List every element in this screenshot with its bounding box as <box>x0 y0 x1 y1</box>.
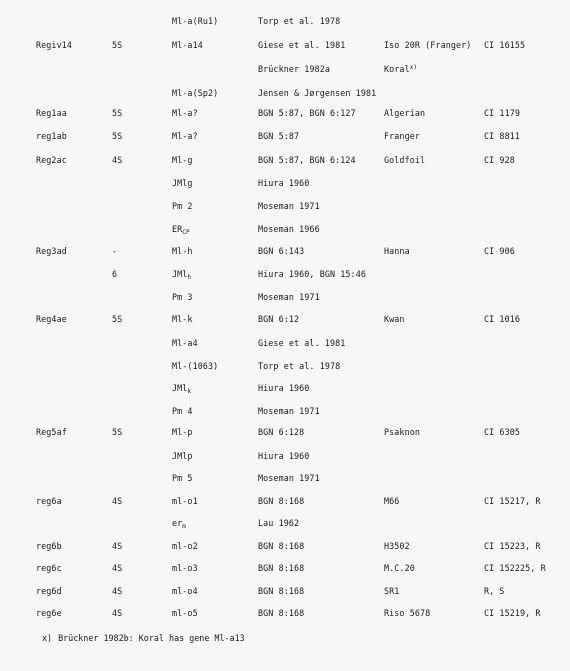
cultivar-cell <box>384 129 420 143</box>
designation-cell-text: reg6d <box>36 586 62 596</box>
designation-cell <box>36 244 67 258</box>
reference-cell <box>258 404 320 418</box>
designation-cell-text: reg6a <box>36 496 62 506</box>
chromosome-cell-text: 5S <box>112 314 123 324</box>
reference-cell <box>258 516 299 530</box>
reference-cell <box>258 584 304 598</box>
gene-cell <box>172 290 193 304</box>
reference-cell <box>258 244 304 258</box>
gene-cell <box>172 359 218 373</box>
gene-cell <box>172 471 193 485</box>
gene-cell <box>172 153 193 167</box>
gene-cell <box>172 244 193 258</box>
gene-cell-text: Ml-p <box>172 427 193 437</box>
accession-cell-text: CI 152225, R <box>484 563 546 573</box>
designation-cell <box>36 584 62 598</box>
cultivar-cell-text: M66 <box>384 496 400 506</box>
accession-cell <box>484 606 541 620</box>
gene-cell <box>172 561 198 575</box>
gene-cell-text: er <box>172 518 183 528</box>
table-row <box>0 267 570 281</box>
gene-cell <box>172 539 198 553</box>
cultivar-cell <box>384 584 399 598</box>
chromosome-cell-text: 5S <box>112 131 123 141</box>
chromosome-cell-text: 5S <box>112 427 123 437</box>
designation-cell <box>36 38 72 52</box>
reference-cell <box>258 381 309 395</box>
footnote-text: Brückner 1982b: Koral has gene Ml-a13 <box>58 633 245 643</box>
gene-cell-text: Ml-g <box>172 155 193 165</box>
gene-cell <box>172 381 191 395</box>
gene-cell-text: ml-o2 <box>172 541 198 551</box>
table-row <box>0 494 570 508</box>
gene-cell <box>172 584 198 598</box>
chromosome-cell-text: 4S <box>112 155 123 165</box>
table-row <box>0 539 570 553</box>
table-row <box>0 106 570 120</box>
cultivar-cell-text: SR1 <box>384 586 400 596</box>
gene-cell <box>172 38 203 52</box>
reference-cell <box>258 290 320 304</box>
table-row <box>0 425 570 439</box>
designation-cell-text: reg6b <box>36 541 62 551</box>
table-row <box>0 290 570 304</box>
gene-cell-text: Ml-a? <box>172 108 198 118</box>
designation-cell-text: Reg3ad <box>36 246 67 256</box>
chromosome-cell-text: 4S <box>112 586 123 596</box>
cultivar-cell-text: H3502 <box>384 541 410 551</box>
designation-cell <box>36 606 62 620</box>
gene-cell-subscript: k <box>187 388 192 395</box>
cultivar-cell <box>384 539 410 553</box>
reference-cell <box>258 86 376 100</box>
table-row <box>0 86 570 100</box>
table-row <box>0 404 570 418</box>
chromosome-cell-text: 6 <box>112 269 118 279</box>
designation-cell <box>36 494 62 508</box>
designation-cell <box>36 129 67 143</box>
gene-cell-text: Ml-a14 <box>172 40 203 50</box>
gene-cell-text: Ml-a(Ru1) <box>172 16 219 26</box>
chromosome-cell <box>112 606 122 620</box>
accession-cell <box>484 494 541 508</box>
reference-cell-text: BGN 6:12 <box>258 314 300 324</box>
reference-cell <box>258 14 340 28</box>
reference-cell-text: Moseman 1966 <box>258 224 320 234</box>
cultivar-cell-text: Riso 5678 <box>384 608 431 618</box>
table-row <box>0 244 570 258</box>
reference-cell <box>258 38 345 52</box>
gene-cell-text: ml-o1 <box>172 496 198 506</box>
reference-cell-text: BGN 8:168 <box>258 563 305 573</box>
reference-cell-text: Moseman 1971 <box>258 406 320 416</box>
reference-cell-text: BGN 5:87 <box>258 131 300 141</box>
gene-cell <box>172 86 218 100</box>
designation-cell <box>36 561 62 575</box>
gene-cell-text: Ml-a(Sp2) <box>172 88 219 98</box>
cultivar-cell <box>384 38 471 52</box>
gene-cell <box>172 516 186 530</box>
footnote <box>42 631 245 645</box>
reference-cell-text: BGN 8:168 <box>258 586 305 596</box>
chromosome-cell <box>112 106 122 120</box>
designation-cell-text: reg6e <box>36 608 62 618</box>
reference-cell-text: BGN 8:168 <box>258 496 305 506</box>
gene-cell <box>172 336 198 350</box>
table-row <box>0 359 570 373</box>
designation-cell <box>36 539 62 553</box>
gene-cell-text: Pm 5 <box>172 473 193 483</box>
chromosome-cell-text: 5S <box>112 40 123 50</box>
gene-cell-subscript: h <box>187 274 192 281</box>
table-row <box>0 449 570 463</box>
accession-cell <box>484 584 505 598</box>
gene-cell-text: ml-o5 <box>172 608 198 618</box>
gene-cell <box>172 176 193 190</box>
chromosome-cell-text: 4S <box>112 608 123 618</box>
reference-cell-text: Moseman 1971 <box>258 473 320 483</box>
accession-cell <box>484 106 520 120</box>
gene-cell-text: JMlg <box>172 178 193 188</box>
gene-cell-text: Pm 2 <box>172 201 193 211</box>
table-row <box>0 222 570 236</box>
gene-cell-subscript: m <box>182 523 187 530</box>
chromosome-cell-text: 4S <box>112 563 123 573</box>
gene-cell <box>172 14 218 28</box>
chromosome-cell <box>112 494 122 508</box>
reference-cell <box>258 494 304 508</box>
reference-cell-text: Hiura 1960 <box>258 383 310 393</box>
table-row <box>0 606 570 620</box>
table-row <box>0 176 570 190</box>
reference-cell-text: Jensen & Jørgensen 1981 <box>258 88 377 98</box>
gene-cell <box>172 494 198 508</box>
table-row <box>0 584 570 598</box>
table-row <box>0 471 570 485</box>
reference-cell <box>258 62 330 76</box>
cultivar-cell <box>384 606 430 620</box>
cultivar-cell <box>384 153 425 167</box>
reference-cell <box>258 359 340 373</box>
footnote-mark: x) <box>42 633 53 643</box>
accession-cell-text: CI 15223, R <box>484 541 541 551</box>
table-row <box>0 153 570 167</box>
designation-cell-text: Reg4ae <box>36 314 67 324</box>
reference-cell-text: Hiura 1960 <box>258 451 310 461</box>
cultivar-cell <box>384 425 420 439</box>
reference-cell <box>258 129 299 143</box>
reference-cell-text: BGN 5:87, BGN 6:127 <box>258 108 356 118</box>
gene-cell <box>172 106 198 120</box>
accession-cell <box>484 561 546 575</box>
cultivar-cell-superscript: x) <box>409 64 418 71</box>
table-row <box>0 129 570 143</box>
accession-cell <box>484 425 520 439</box>
designation-cell-text: reg1ab <box>36 131 67 141</box>
designation-cell <box>36 106 67 120</box>
gene-cell <box>172 425 193 439</box>
reference-cell-text: Moseman 1971 <box>258 292 320 302</box>
chromosome-cell <box>112 129 122 143</box>
reference-cell-text: Torp et al. 1978 <box>258 361 341 371</box>
accession-cell-text: CI 6305 <box>484 427 520 437</box>
accession-cell-text: CI 15217, R <box>484 496 541 506</box>
gene-cell-text: Pm 4 <box>172 406 193 416</box>
reference-cell-text: Giese et al. 1981 <box>258 40 346 50</box>
chromosome-cell <box>112 312 122 326</box>
reference-cell <box>258 425 304 439</box>
cultivar-cell <box>384 312 405 326</box>
designation-cell <box>36 153 67 167</box>
chromosome-cell-text: 5S <box>112 108 123 118</box>
designation-cell-text: Reg1aa <box>36 108 67 118</box>
reference-cell <box>258 267 366 281</box>
gene-cell <box>172 312 193 326</box>
table-row <box>0 561 570 575</box>
reference-cell-text: BGN 6:143 <box>258 246 305 256</box>
chromosome-cell-text: - <box>112 246 118 256</box>
reference-cell <box>258 222 320 236</box>
reference-cell-text: Hiura 1960, BGN 15:46 <box>258 269 366 279</box>
gene-cell-text: Ml-(1063) <box>172 361 219 371</box>
gene-cell-text: Ml-a? <box>172 131 198 141</box>
reference-cell-text: BGN 5:87, BGN 6:124 <box>258 155 356 165</box>
cultivar-cell <box>384 244 410 258</box>
accession-cell <box>484 312 520 326</box>
reference-cell <box>258 312 299 326</box>
gene-cell-text: Ml-a4 <box>172 338 198 348</box>
gene-cell-text: JMl <box>172 383 188 393</box>
cultivar-cell <box>384 494 399 508</box>
gene-cell-text: ml-o4 <box>172 586 198 596</box>
reference-cell-text: Brückner 1982a <box>258 64 330 74</box>
reference-cell <box>258 336 345 350</box>
reference-cell <box>258 153 356 167</box>
chromosome-cell <box>112 425 122 439</box>
table-row <box>0 516 570 530</box>
accession-cell-text: CI 928 <box>484 155 515 165</box>
cultivar-cell-text: Iso 20R (Franger) <box>384 40 472 50</box>
reference-cell-text: Giese et al. 1981 <box>258 338 346 348</box>
designation-cell-text: Reg2ac <box>36 155 67 165</box>
designation-cell <box>36 312 67 326</box>
table-row <box>0 199 570 213</box>
accession-cell <box>484 129 520 143</box>
reference-cell-text: Hiura 1960 <box>258 178 310 188</box>
chromosome-cell <box>112 584 122 598</box>
cultivar-cell <box>384 62 417 76</box>
reference-cell-text: BGN 6:128 <box>258 427 305 437</box>
chromosome-cell <box>112 561 122 575</box>
cultivar-cell <box>384 106 425 120</box>
gene-cell <box>172 267 191 281</box>
reference-cell <box>258 561 304 575</box>
table-row <box>0 312 570 326</box>
reference-cell <box>258 471 320 485</box>
designation-cell-text: reg6c <box>36 563 62 573</box>
reference-cell-text: BGN 8:168 <box>258 608 305 618</box>
accession-cell-text: CI 1179 <box>484 108 520 118</box>
gene-cell-text: Ml-h <box>172 246 193 256</box>
table-row <box>0 381 570 395</box>
accession-cell-text: CI 1016 <box>484 314 520 324</box>
gene-cell <box>172 606 198 620</box>
accession-cell-text: CI 15219, R <box>484 608 541 618</box>
gene-cell <box>172 404 193 418</box>
reference-cell <box>258 199 320 213</box>
reference-cell <box>258 176 309 190</box>
chromosome-cell <box>112 153 122 167</box>
chromosome-cell-text: 4S <box>112 541 123 551</box>
reference-cell <box>258 449 309 463</box>
cultivar-cell-text: Hanna <box>384 246 410 256</box>
gene-cell-text: JMlp <box>172 451 193 461</box>
accession-cell-text: R, S <box>484 586 505 596</box>
gene-cell-subscript: CP <box>182 229 190 236</box>
accession-cell <box>484 38 525 52</box>
designation-cell-text: Regiv14 <box>36 40 72 50</box>
designation-cell <box>36 425 67 439</box>
cultivar-cell-text: Algerian <box>384 108 426 118</box>
gene-cell-text: ml-o3 <box>172 563 198 573</box>
cultivar-cell-text: M.C.20 <box>384 563 415 573</box>
cultivar-cell-text: Koral <box>384 64 410 74</box>
cultivar-cell-text: Kwan <box>384 314 405 324</box>
cultivar-cell-text: Psaknon <box>384 427 420 437</box>
accession-cell-text: CI 16155 <box>484 40 526 50</box>
cultivar-cell-text: Franger <box>384 131 420 141</box>
gene-cell-text: JMl <box>172 269 188 279</box>
designation-cell-text: Reg5af <box>36 427 67 437</box>
cultivar-cell-text: Goldfoil <box>384 155 426 165</box>
table-row <box>0 62 570 76</box>
reference-cell <box>258 606 304 620</box>
gene-cell-text: Pm 3 <box>172 292 193 302</box>
table-row <box>0 38 570 52</box>
gene-cell-text: ER <box>172 224 183 234</box>
chromosome-cell <box>112 244 117 258</box>
gene-cell <box>172 449 193 463</box>
reference-cell-text: BGN 8:168 <box>258 541 305 551</box>
reference-cell-text: Moseman 1971 <box>258 201 320 211</box>
chromosome-cell-text: 4S <box>112 496 123 506</box>
accession-cell <box>484 244 515 258</box>
gene-cell <box>172 129 198 143</box>
gene-cell <box>172 222 190 236</box>
accession-cell-text: CI 906 <box>484 246 515 256</box>
chromosome-cell <box>112 267 117 281</box>
chromosome-cell <box>112 38 122 52</box>
accession-cell <box>484 153 515 167</box>
table-row <box>0 14 570 28</box>
reference-cell <box>258 539 304 553</box>
reference-cell-text: Torp et al. 1978 <box>258 16 341 26</box>
reference-cell <box>258 106 356 120</box>
table-row <box>0 336 570 350</box>
cultivar-cell <box>384 561 415 575</box>
accession-cell-text: CI 8811 <box>484 131 520 141</box>
reference-cell-text: Lau 1962 <box>258 518 300 528</box>
chromosome-cell <box>112 539 122 553</box>
gene-cell-text: Ml-k <box>172 314 193 324</box>
accession-cell <box>484 539 541 553</box>
gene-cell <box>172 199 193 213</box>
